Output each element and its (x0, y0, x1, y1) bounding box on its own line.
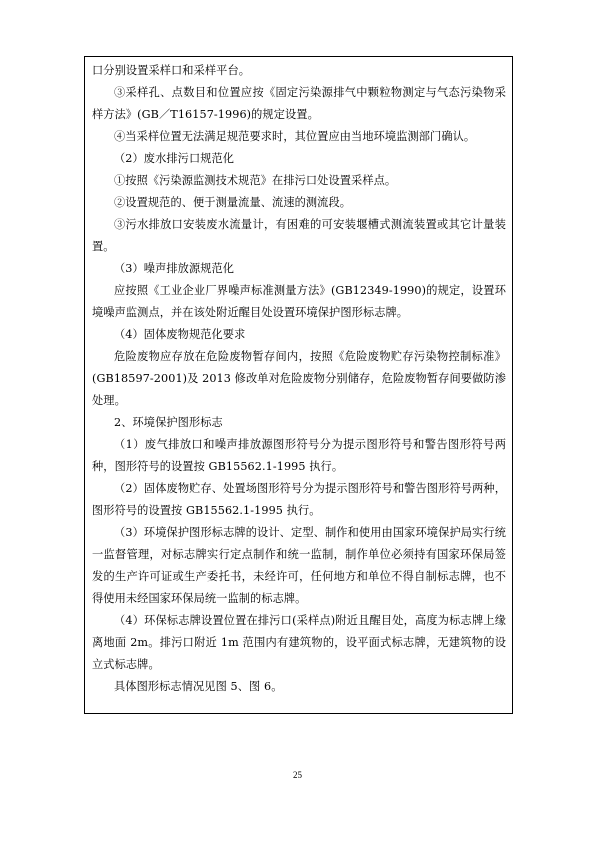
page-number: 25 (293, 770, 302, 780)
paragraph-wastewater-1: ①按照《污染源监测技术规范》在排污口处设置采样点。 (114, 174, 397, 187)
paragraph-wastewater-2: ②设置规范的、便于测量流量、流速的测流段。 (114, 196, 352, 209)
paragraph-signs-1: （1）废气排放口和噪声排放源图形符号分为提示图形符号和警告图形符号两种，图形符号的设置按 GB15562.1-1995 执行。 (92, 438, 506, 473)
paragraph-sampling-location: ④当采样位置无法满足规范要求时，其位置应由当地环境监测部门确认。 (114, 130, 476, 143)
heading-graphic-signs: 2、环境保护图形标志 (114, 416, 223, 429)
content-frame (84, 56, 513, 714)
paragraph-sampling-hole: ③采样孔、点数目和位置应按《固定污染源排气中颗粒物测定与气态污染物采样方法》(GB／T16157-1996)的规定设置。 (92, 86, 506, 121)
paragraph-signs-4: （4）环保标志牌设置位置在排污口(采样点)附近且醒目处，高度为标志牌上缘离地面 2m。排污口附近 1m 范围内有建筑物的，设平面式标志牌，无建筑物的设立式标志牌。 (92, 614, 506, 671)
document-body (92, 60, 506, 698)
paragraph-noise: 应按照《工业企业厂界噪声标准测量方法》(GB12349-1990)的规定，设置环境噪声监测点，并在该处附近醒目处设置环境保护图形标志牌。 (92, 284, 506, 319)
paragraph-solid-waste: 危险废物应存放在危险废物暂存间内，按照《危险废物贮存污染物控制标准》(GB18597-2001)及 2013 修改单对危险废物分别储存，危险废物暂存间要做防渗处理。 (92, 350, 506, 407)
paragraph-signs-2: （2）固体废物贮存、处置场图形符号分为提示图形符号和警告图形符号两种，图形符号的设置按 GB15562.1-1995 执行。 (92, 482, 506, 517)
heading-solid-waste: （4）固体废物规范化要求 (114, 328, 246, 341)
paragraph-continuation: 口分别设置采样口和采样平台。 (92, 64, 251, 77)
paragraph-figure-reference: 具体图形标志情况见图 5、图 6。 (114, 680, 283, 693)
heading-wastewater-outlet: （2）废水排污口规范化 (114, 152, 235, 165)
heading-noise-source: （3）噪声排放源规范化 (114, 262, 235, 275)
paragraph-signs-3: （3）环境保护图形标志牌的设计、定型、制作和使用由国家环境保护局实行统一监督管理，对标志牌实行定点制作和统一监制，制作单位必须持有国家环保局签发的生产许可证或生产委托书，未经许可，任何地方和单位不得自制标志牌，也不得使用未经国家环保局统一监制的标志牌。 (92, 526, 506, 605)
paragraph-wastewater-3: ③污水排放口安装废水流量计，有困难的可安装堰槽式测流装置或其它计量装置。 (92, 218, 506, 253)
